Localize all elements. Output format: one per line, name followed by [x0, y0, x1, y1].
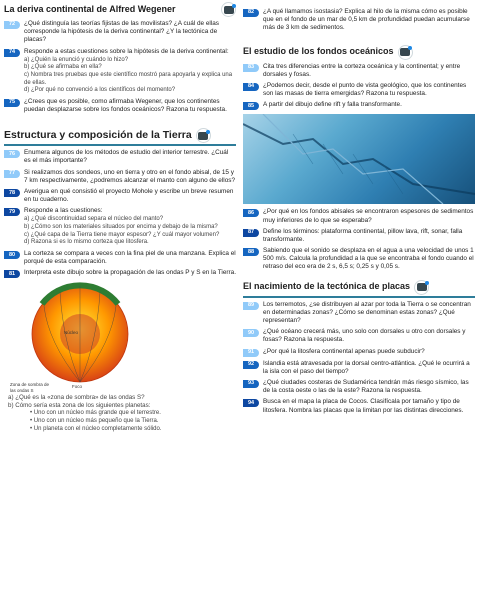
question-number: 86: [243, 209, 259, 217]
question-number: 90: [243, 329, 259, 337]
question-92: 92 Islandia está atravesada por la dorsal centro-atlántica. ¿Qué le ocurrirá a la isla con el paso del tiempo?: [243, 360, 475, 376]
question-number: 88: [243, 248, 259, 256]
focus-label: Foco: [72, 384, 83, 390]
subquestion: a) ¿Quién la enunció y cuándo lo hizo?: [24, 56, 129, 63]
earth-diagram: [8, 282, 148, 392]
question-74: 74 Responde a estas cuestiones sobre la hipótesis de la deriva continental:: [4, 48, 236, 57]
question-number: 93: [243, 380, 259, 388]
question-75: 75 ¿Crees que es posible, como afirmaba Wegener, que los continentes puedan desplazarse sobre los fondos oceánicos? Razona tu respuesta.: [4, 98, 236, 114]
question-91: 91 ¿Por qué la litosfera continental apenas puede subducir?: [243, 348, 475, 357]
core-label: Núcleo: [64, 330, 79, 336]
subquestion: b) ¿Cómo son los materiales situados por encima y debajo de la misma?: [24, 224, 218, 231]
question-number: 84: [243, 83, 259, 91]
question-90: 90 ¿Qué océano crecerá más, uno solo con dorsales u otro con dorsales y fosas? Razona la respuesta.: [243, 328, 475, 344]
section-divider: [243, 296, 475, 298]
subquestion: c) Nombra tres pruebas que este científico mostró para apoyarla y explica una de ellas.: [24, 71, 233, 86]
earth-seismic-waves-figure: [8, 282, 148, 392]
question-number: 94: [243, 399, 259, 407]
question-87: 87 Define los términos: plataforma continental, pillow lava, rift, sonar, falla transformante.: [243, 228, 475, 244]
digital-resource-icon[interactable]: [398, 45, 413, 60]
question-81: 81 Interpreta este dibujo sobre la propagación de las ondas P y S en la Tierra.: [4, 269, 236, 278]
digital-resource-icon[interactable]: [414, 280, 429, 295]
question-79: 79 Responde a las cuestiones:: [4, 207, 236, 216]
question-94: 94 Busca en el mapa la placa de Cocos. Clasifícala por tamaño y tipo de litosfera. Nombra las placas que la limitan por las distintas direcciones.: [243, 398, 475, 414]
question-number: 74: [4, 49, 20, 57]
question-93: 93 ¿Qué ciudades costeras de Sudamérica tendrán más riesgo sísmico, las de la costa oeste o las de la este? Razona la respuesta.: [243, 379, 475, 395]
question-number: 82: [243, 9, 259, 17]
bullet-item: • Un planeta con el núcleo completamente sólido.: [30, 425, 162, 432]
question-78: 78 Averigua en qué consistió el proyecto Mohole y escribe un breve resumen en tu cuaderno.: [4, 188, 236, 204]
digital-resource-icon[interactable]: [196, 128, 211, 143]
subquestion: d) ¿Por qué no convenció a los científicos del momento?: [24, 87, 176, 94]
question-number: 77: [4, 170, 20, 178]
question-86: 86 ¿Por qué en los fondos abisales se encontraron espesores de sedimentos muy inferiores de lo que se esperaba?: [243, 208, 475, 224]
section-title-wegener: La deriva continental de Alfred Wegener: [4, 2, 236, 17]
bullet-item: • Uno con un núcleo más pequeño que la Tierra.: [30, 418, 159, 425]
bullet-item: • Uno con un núcleo más grande que el terrestre.: [30, 410, 161, 417]
subquestion: d) Razona si es lo mismo corteza que litosfera.: [24, 239, 149, 246]
question-85: 85 A partir del dibujo define rift y falla transformante.: [243, 101, 475, 110]
question-77: 77 Si realizamos dos sondeos, uno en tierra y otro en el fondo abisal, de 15 y 7 km respectivamente, ¿podremos alcanzar el manto con alguno de ellos?: [4, 169, 236, 185]
section-title-ocean-floor: El estudio de los fondos oceánicos: [243, 45, 475, 60]
subquestion: b) ¿Qué se afirmaba en ella?: [24, 64, 102, 71]
question-number: 75: [4, 99, 20, 107]
question-84: 84 ¿Podemos decir, desde el punto de vista geológico, que los continentes son las masas de tierra emergidas? Razona tu respuesta.: [243, 82, 475, 98]
subquestion: a) ¿Qué es la «zona de sombra» de las ondas S?: [8, 394, 145, 402]
question-number: 79: [4, 208, 20, 216]
question-80: 80 La corteza se compara a veces con la fina piel de una manzana. Explica el porqué de esta comparación.: [4, 250, 236, 266]
question-number: 91: [243, 349, 259, 357]
question-number: 83: [243, 64, 259, 72]
ocean-floor-illustration: [243, 114, 475, 204]
question-number: 89: [243, 302, 259, 310]
question-number: 80: [4, 251, 20, 259]
section-title-structure: Estructura y composición de la Tierra: [4, 128, 236, 143]
question-number: 92: [243, 361, 259, 369]
question-number: 85: [243, 102, 259, 110]
question-number: 81: [4, 270, 20, 278]
shadow-zone-label: Zona de sombra de las ondas S: [10, 382, 50, 394]
question-number: 87: [243, 229, 259, 237]
question-number: 76: [4, 150, 20, 158]
subquestion: a) ¿Qué discontinuidad separa el núcleo del manto?: [24, 216, 164, 223]
question-76: 76 Enumera algunos de los métodos de estudio del interior terrestre. ¿Cuál es el más importante?: [4, 149, 236, 165]
question-88: 88 Sabiendo que el sonido se desplaza en el agua a una velocidad de unos 1 500 m/s. Calcula la profundidad a la que se encontraba el fondo cuando el retraso del eco era de 2 s, 6,5 s; 0,25 s y 0,05 s.: [243, 247, 475, 272]
question-72: 72 ¿Qué distinguía las teorías fijistas de las movilistas? ¿A cuál de ellas corresponde la hipótesis de la deriva continental? ¿Y la tectónica de placas?: [4, 20, 236, 45]
question-89: 89 Los terremotos, ¿se distribuyen al azar por toda la Tierra o se concentran en determinadas zonas? ¿Cómo se denominan estas zonas? ¿Qué representan?: [243, 301, 475, 326]
question-number: 78: [4, 189, 20, 197]
subquestion: b) Cómo sería esta zona de los siguientes planetas:: [8, 402, 151, 410]
subquestion: c) ¿Qué capa de la Tierra tiene mayor espesor? ¿Y cuál mayor volumen?: [24, 231, 220, 238]
section-divider: [4, 144, 236, 146]
digital-resource-icon[interactable]: [221, 2, 236, 17]
left-column: [4, 0, 236, 433]
right-column: [243, 0, 475, 415]
question-83: 83 Cita tres diferencias entre la corteza oceánica y la continental; y entre dorsales y fosas.: [243, 63, 475, 79]
section-title-plate-tectonics: El nacimiento de la tectónica de placas: [243, 280, 475, 295]
question-number: 72: [4, 21, 20, 29]
question-82: 82 ¿A qué llamamos isostasia? Explica al hilo de la misma cómo es posible que en el fondo de un mar de 0,5 km de profundidad puedan acumularse más de 3 km de sedimentos.: [243, 8, 475, 33]
